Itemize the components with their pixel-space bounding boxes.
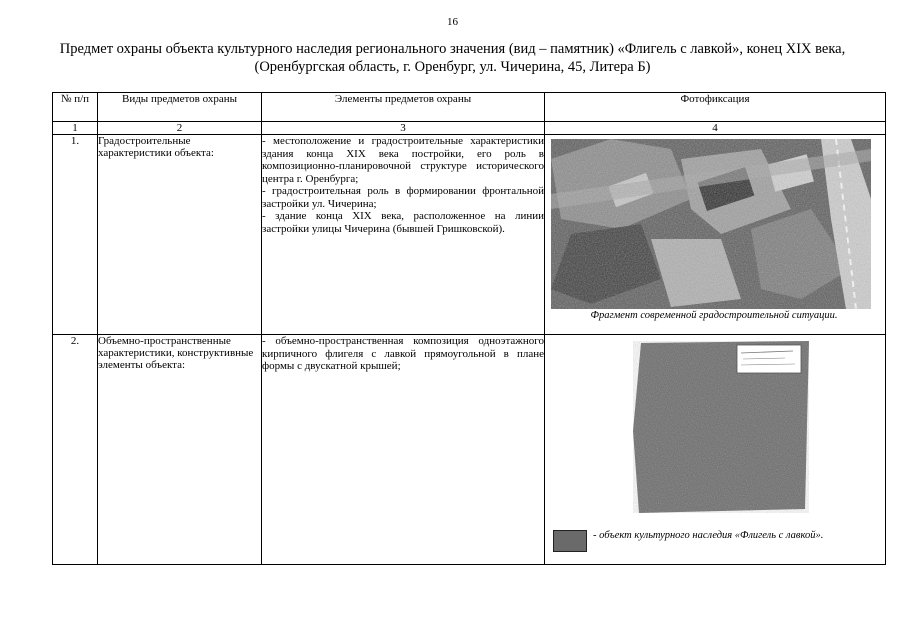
column-numbers-row (53, 122, 886, 135)
header-num: № п/п (53, 93, 98, 122)
table-row (53, 335, 886, 565)
header-kinds: Виды предметов охраны (98, 93, 262, 122)
col-number-2: 2 (98, 122, 262, 135)
page-number: 16 (447, 16, 458, 28)
row-number: 1. (53, 135, 98, 335)
protection-elements (262, 135, 545, 335)
row-number: 2. (53, 335, 98, 565)
title-line-1: Предмет охраны объекта культурного наследия регионального значения (вид – памятник) «Флигель с лавкой», конец XIX века, (59, 41, 846, 57)
title-line-2: (Оренбургская область, г. Оренбург, ул. Чичерина, 45, Литера Б) (254, 59, 651, 75)
aerial-photo (551, 139, 871, 309)
header-photo: Фотофиксация (545, 93, 886, 122)
col-number-4: 4 (545, 122, 886, 135)
element-item: - градостроительная роль в формировании фронтальной застройки ул. Чичерина; (262, 185, 544, 210)
col-number-3: 3 (262, 122, 545, 135)
protection-kind: Объемно-пространственные характеристики, конструктивные элементы объекта: (98, 335, 262, 565)
table-header-row (53, 93, 886, 122)
document-title (30, 40, 875, 76)
protection-table (52, 92, 886, 565)
col-number-1: 1 (53, 122, 98, 135)
photo-cell (545, 335, 886, 565)
photo-cell (545, 135, 886, 335)
element-item: - объемно-пространственная композиция одноэтажного кирпичного флигеля с лавкой прямоугольной в плане формы с двускатной крышей; (262, 335, 544, 372)
element-item: - здание конца XIX века, расположенное на линии застройки улицы Чичерина (бывшей Гришковской). (262, 210, 544, 235)
legend-text: - объект культурного наследия «Флигель с лавкой». (593, 530, 824, 541)
protection-kind: Градостроительные характеристики объекта: (98, 135, 262, 335)
legend-swatch (553, 530, 587, 552)
table-row (53, 135, 886, 335)
header-elements: Элементы предметов охраны (262, 93, 545, 122)
site-plan-map (633, 341, 809, 513)
element-item: - местоположение и градостроительные характеристики здания конца XIX века постройки, его роль в композиционно-планировочной структуре исторического центра г. Оренбурга; (262, 135, 544, 185)
protection-elements (262, 335, 545, 565)
photo-caption: Фрагмент современной градостроительной ситуации. (590, 310, 838, 321)
